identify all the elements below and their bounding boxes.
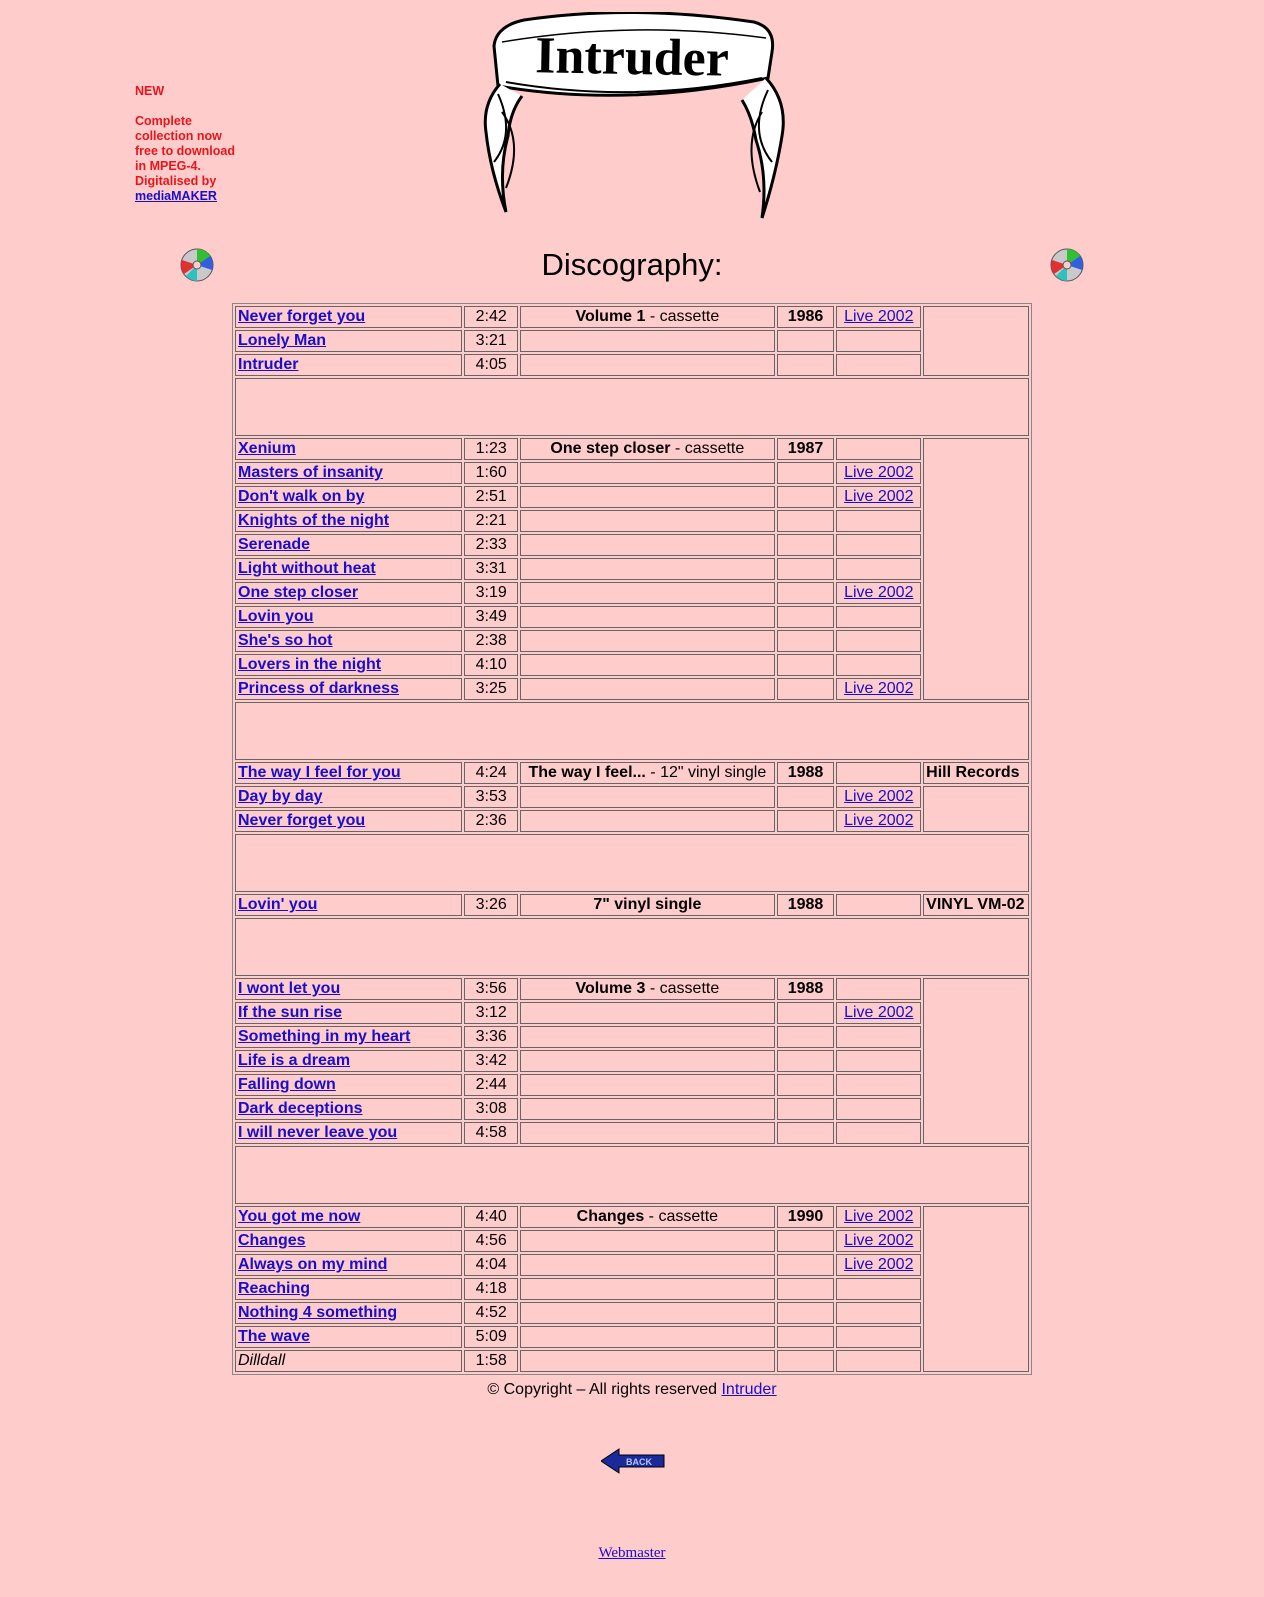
track-duration: 1:60 xyxy=(464,462,518,484)
live-cell xyxy=(836,1350,921,1372)
track-link[interactable]: Lovers in the night xyxy=(238,656,382,673)
album-format: - cassette xyxy=(645,308,720,325)
album-name: 7" vinyl single xyxy=(593,896,702,913)
release-year xyxy=(777,582,835,604)
album-name: Volume 3 xyxy=(575,980,646,997)
track-duration: 3:56 xyxy=(464,978,518,1000)
track-link[interactable]: Never forget you xyxy=(238,812,366,829)
live-cell xyxy=(836,1278,921,1300)
live-cell xyxy=(836,1206,921,1228)
album-cell xyxy=(520,1002,775,1024)
record-label xyxy=(923,438,1029,700)
release-year xyxy=(777,1254,835,1276)
track-duration: 3:31 xyxy=(464,558,518,580)
track-title-cell xyxy=(235,1206,462,1228)
album-cell xyxy=(520,354,775,376)
track-title-cell xyxy=(235,1278,462,1300)
track-duration: 3:25 xyxy=(464,678,518,700)
live-cell xyxy=(836,438,921,460)
table-row xyxy=(235,1098,1029,1120)
track-duration: 2:36 xyxy=(464,810,518,832)
live-cell xyxy=(836,1302,921,1324)
album-cell xyxy=(520,1098,775,1120)
live-cell xyxy=(836,978,921,1000)
album-cell xyxy=(520,534,775,556)
album-cell xyxy=(520,1278,775,1300)
table-row xyxy=(235,582,1029,604)
back-label: BACK xyxy=(626,1457,652,1467)
live-cell xyxy=(836,654,921,676)
track-link[interactable]: Day by day xyxy=(238,788,323,805)
table-row xyxy=(235,1326,1029,1348)
spacer-cell xyxy=(235,378,1029,436)
track-link[interactable]: Dark deceptions xyxy=(238,1100,363,1117)
track-title-cell xyxy=(235,486,462,508)
release-year xyxy=(777,486,835,508)
track-title-cell xyxy=(235,654,462,676)
table-row xyxy=(235,1350,1029,1372)
album-cell xyxy=(520,630,775,652)
news-line: Digitalised by xyxy=(135,174,217,188)
table-row xyxy=(235,678,1029,700)
track-link[interactable]: Intruder xyxy=(238,356,299,373)
track-duration: 3:08 xyxy=(464,1098,518,1120)
news-line: Complete xyxy=(135,114,192,128)
track-title: Dilldall xyxy=(238,1352,286,1369)
page-title: Discography: xyxy=(541,247,723,282)
table-row xyxy=(235,762,1029,784)
spacer-row xyxy=(235,702,1029,760)
track-title-cell xyxy=(235,1326,462,1348)
table-row xyxy=(235,354,1029,376)
live-2002-link[interactable]: Live 2002 xyxy=(844,680,914,697)
live-cell xyxy=(836,1254,921,1276)
table-row xyxy=(235,1122,1029,1144)
track-title-cell xyxy=(235,354,462,376)
album-cell xyxy=(520,1350,775,1372)
album-cell xyxy=(520,1050,775,1072)
track-link[interactable]: I wont let you xyxy=(238,980,341,997)
track-title-cell xyxy=(235,438,462,460)
album-name: The way I feel... xyxy=(528,764,646,781)
spacer-cell xyxy=(235,1146,1029,1204)
album-format: - cassette xyxy=(644,1208,719,1225)
track-title-cell xyxy=(235,534,462,556)
track-title-cell xyxy=(235,630,462,652)
release-year xyxy=(777,1002,835,1024)
release-year xyxy=(777,354,835,376)
release-year xyxy=(777,1278,835,1300)
release-year xyxy=(777,1350,835,1372)
live-cell xyxy=(836,786,921,808)
track-link[interactable]: Falling down xyxy=(238,1076,336,1093)
track-link[interactable]: Lonely Man xyxy=(238,332,327,349)
album-cell xyxy=(520,558,775,580)
live-2002-link[interactable]: Live 2002 xyxy=(844,584,914,601)
release-year xyxy=(777,1122,835,1144)
track-duration: 2:33 xyxy=(464,534,518,556)
table-row xyxy=(235,462,1029,484)
track-title-cell xyxy=(235,558,462,580)
track-link[interactable]: Xenium xyxy=(238,440,296,457)
album-cell xyxy=(520,1074,775,1096)
track-duration: 2:51 xyxy=(464,486,518,508)
track-duration: 1:58 xyxy=(464,1350,518,1372)
track-title-cell xyxy=(235,786,462,808)
back-button[interactable] xyxy=(601,1448,665,1474)
live-2002-link[interactable]: Live 2002 xyxy=(844,464,914,481)
table-row xyxy=(235,1002,1029,1024)
live-cell xyxy=(836,534,921,556)
release-year xyxy=(777,534,835,556)
track-duration: 3:53 xyxy=(464,786,518,808)
album-cell xyxy=(520,1254,775,1276)
album-cell xyxy=(520,462,775,484)
track-link[interactable]: Princess of darkness xyxy=(238,680,399,697)
track-duration: 3:26 xyxy=(464,894,518,916)
album-cell xyxy=(520,330,775,352)
release-year xyxy=(777,654,835,676)
track-title-cell xyxy=(235,1122,462,1144)
table-row xyxy=(235,1206,1029,1228)
release-year xyxy=(777,510,835,532)
spacer-row xyxy=(235,918,1029,976)
track-link[interactable]: One step closer xyxy=(238,584,359,601)
live-cell xyxy=(836,330,921,352)
live-cell xyxy=(836,1122,921,1144)
discography-table xyxy=(232,303,1032,1375)
news-notice xyxy=(135,84,255,204)
release-year xyxy=(777,330,835,352)
track-link[interactable]: The wave xyxy=(238,1328,311,1345)
track-link[interactable]: Changes xyxy=(238,1232,306,1249)
release-year xyxy=(777,1302,835,1324)
track-link[interactable]: She's so hot xyxy=(238,632,333,649)
album-cell xyxy=(520,486,775,508)
album-cell xyxy=(520,1302,775,1324)
track-link[interactable]: Something in my heart xyxy=(238,1028,411,1045)
track-title-cell xyxy=(235,1254,462,1276)
album-cell xyxy=(520,582,775,604)
copyright-notice xyxy=(0,1381,1264,1399)
live-2002-link[interactable]: Live 2002 xyxy=(844,488,914,505)
release-year xyxy=(777,630,835,652)
spacer-cell xyxy=(235,702,1029,760)
album-name: One step closer xyxy=(550,440,671,457)
track-duration: 4:24 xyxy=(464,762,518,784)
release-year xyxy=(777,786,835,808)
table-row xyxy=(235,810,1029,832)
track-title-cell xyxy=(235,1350,462,1372)
release-year: 1988 xyxy=(777,978,835,1000)
table-row xyxy=(235,558,1029,580)
live-cell xyxy=(836,306,921,328)
track-title-cell xyxy=(235,330,462,352)
album-format: - 12" vinyl single xyxy=(645,764,767,781)
table-row xyxy=(235,978,1029,1000)
webmaster-link[interactable]: Webmaster xyxy=(598,1545,666,1561)
track-duration: 4:58 xyxy=(464,1122,518,1144)
track-duration: 4:18 xyxy=(464,1278,518,1300)
track-duration: 2:21 xyxy=(464,510,518,532)
track-title-cell xyxy=(235,1230,462,1252)
live-cell xyxy=(836,354,921,376)
release-year xyxy=(777,1326,835,1348)
live-2002-link[interactable]: Live 2002 xyxy=(844,1256,914,1273)
table-row xyxy=(235,330,1029,352)
live-2002-link[interactable]: Live 2002 xyxy=(844,1004,914,1021)
album-format: - cassette xyxy=(670,440,745,457)
track-title-cell xyxy=(235,1302,462,1324)
table-row xyxy=(235,1278,1029,1300)
release-year xyxy=(777,1050,835,1072)
track-duration: 2:42 xyxy=(464,306,518,328)
track-title-cell xyxy=(235,678,462,700)
track-title-cell xyxy=(235,1074,462,1096)
track-link[interactable]: Knights of the night xyxy=(238,512,390,529)
intruder-link[interactable]: Intruder xyxy=(721,1381,777,1398)
track-link[interactable]: If the sun rise xyxy=(238,1004,343,1021)
album-cell xyxy=(520,786,775,808)
track-title-cell xyxy=(235,606,462,628)
album-cell xyxy=(520,978,775,1000)
record-label xyxy=(923,786,1029,832)
release-year xyxy=(777,1098,835,1120)
track-duration: 1:23 xyxy=(464,438,518,460)
release-year xyxy=(777,678,835,700)
album-cell xyxy=(520,762,775,784)
track-link[interactable]: Serenade xyxy=(238,536,311,553)
record-label xyxy=(923,306,1029,376)
release-year xyxy=(777,1026,835,1048)
live-cell xyxy=(836,810,921,832)
album-cell xyxy=(520,510,775,532)
mediamaker-link[interactable]: mediaMAKER xyxy=(135,189,217,203)
track-title-cell xyxy=(235,978,462,1000)
track-duration: 3:21 xyxy=(464,330,518,352)
album-cell xyxy=(520,678,775,700)
album-name: Changes xyxy=(576,1208,645,1225)
track-duration: 4:04 xyxy=(464,1254,518,1276)
track-link[interactable]: Don't walk on by xyxy=(238,488,365,505)
release-year: 1987 xyxy=(777,438,835,460)
live-cell xyxy=(836,678,921,700)
table-row xyxy=(235,306,1029,328)
track-duration: 3:42 xyxy=(464,1050,518,1072)
table-row xyxy=(235,1254,1029,1276)
album-cell xyxy=(520,1326,775,1348)
track-duration: 3:36 xyxy=(464,1026,518,1048)
news-badge: NEW xyxy=(135,84,165,98)
track-title-cell xyxy=(235,510,462,532)
record-label xyxy=(923,978,1029,1144)
release-year: 1988 xyxy=(777,894,835,916)
record-label: VINYL VM-02 xyxy=(923,894,1029,916)
track-title-cell xyxy=(235,1098,462,1120)
live-cell xyxy=(836,894,921,916)
track-link[interactable]: Life is a dream xyxy=(238,1052,351,1069)
release-year xyxy=(777,606,835,628)
live-2002-link[interactable]: Live 2002 xyxy=(844,812,914,829)
record-label: Hill Records xyxy=(923,762,1029,784)
live-2002-link[interactable]: Live 2002 xyxy=(844,1232,914,1249)
footer xyxy=(0,1545,1264,1562)
track-title-cell xyxy=(235,1026,462,1048)
table-row xyxy=(235,630,1029,652)
track-link[interactable]: Never forget you xyxy=(238,308,366,325)
table-row xyxy=(235,654,1029,676)
track-duration: 3:49 xyxy=(464,606,518,628)
track-duration: 2:44 xyxy=(464,1074,518,1096)
track-link[interactable]: Always on my mind xyxy=(238,1256,388,1273)
track-title-cell xyxy=(235,762,462,784)
album-cell xyxy=(520,1026,775,1048)
album-cell xyxy=(520,306,775,328)
live-2002-link[interactable]: Live 2002 xyxy=(844,1208,914,1225)
table-row xyxy=(235,534,1029,556)
spacer-row xyxy=(235,834,1029,892)
track-title-cell xyxy=(235,810,462,832)
table-row xyxy=(235,1074,1029,1096)
intruder-banner-logo xyxy=(476,12,790,224)
table-row xyxy=(235,1302,1029,1324)
news-line: collection now xyxy=(135,129,222,143)
news-line: in MPEG-4. xyxy=(135,159,201,173)
release-year: 1988 xyxy=(777,762,835,784)
track-link[interactable]: Reaching xyxy=(238,1280,311,1297)
track-link[interactable]: The way I feel for you xyxy=(238,764,401,781)
live-cell xyxy=(836,510,921,532)
logo-text: Intruder xyxy=(534,27,730,88)
live-cell xyxy=(836,762,921,784)
live-cell xyxy=(836,462,921,484)
track-duration: 4:10 xyxy=(464,654,518,676)
copyright-text: © Copyright – All rights reserved xyxy=(487,1381,722,1398)
track-duration: 3:19 xyxy=(464,582,518,604)
live-cell xyxy=(836,630,921,652)
album-format: - cassette xyxy=(645,980,720,997)
news-line: free to download xyxy=(135,144,235,158)
table-row xyxy=(235,1230,1029,1252)
track-link[interactable]: Masters of insanity xyxy=(238,464,383,481)
track-link[interactable]: I will never leave you xyxy=(238,1124,398,1141)
spacer-cell xyxy=(235,834,1029,892)
live-cell xyxy=(836,1230,921,1252)
track-duration: 4:40 xyxy=(464,1206,518,1228)
table-row xyxy=(235,1026,1029,1048)
table-row xyxy=(235,438,1029,460)
live-cell xyxy=(836,582,921,604)
live-cell xyxy=(836,1002,921,1024)
release-year xyxy=(777,558,835,580)
spacer-row xyxy=(235,1146,1029,1204)
release-year xyxy=(777,1074,835,1096)
album-cell xyxy=(520,654,775,676)
track-link[interactable]: Light without heat xyxy=(238,560,376,577)
live-cell xyxy=(836,606,921,628)
table-row xyxy=(235,510,1029,532)
live-cell xyxy=(836,558,921,580)
live-cell xyxy=(836,1026,921,1048)
track-duration: 4:52 xyxy=(464,1302,518,1324)
track-title-cell xyxy=(235,582,462,604)
track-duration: 3:12 xyxy=(464,1002,518,1024)
live-cell xyxy=(836,1098,921,1120)
album-cell xyxy=(520,1122,775,1144)
track-link[interactable]: Lovin you xyxy=(238,608,314,625)
table-row xyxy=(235,786,1029,808)
track-title-cell xyxy=(235,306,462,328)
track-link[interactable]: Nothing 4 something xyxy=(238,1304,398,1321)
track-duration: 5:09 xyxy=(464,1326,518,1348)
album-cell xyxy=(520,1230,775,1252)
table-row xyxy=(235,894,1029,916)
track-duration: 4:05 xyxy=(464,354,518,376)
release-year xyxy=(777,810,835,832)
record-label xyxy=(923,1206,1029,1372)
track-title-cell xyxy=(235,1002,462,1024)
album-cell xyxy=(520,438,775,460)
live-2002-link[interactable]: Live 2002 xyxy=(844,788,914,805)
spacer-cell xyxy=(235,918,1029,976)
album-cell xyxy=(520,1206,775,1228)
table-row xyxy=(235,486,1029,508)
track-title-cell xyxy=(235,894,462,916)
track-link[interactable]: You got me now xyxy=(238,1208,361,1225)
album-name: Volume 1 xyxy=(575,308,646,325)
spacer-row xyxy=(235,378,1029,436)
live-cell xyxy=(836,1074,921,1096)
live-2002-link[interactable]: Live 2002 xyxy=(844,308,914,325)
table-row xyxy=(235,606,1029,628)
album-cell xyxy=(520,810,775,832)
release-year xyxy=(777,1230,835,1252)
track-duration: 4:56 xyxy=(464,1230,518,1252)
release-year: 1986 xyxy=(777,306,835,328)
album-cell xyxy=(520,606,775,628)
album-cell xyxy=(520,894,775,916)
release-year xyxy=(777,462,835,484)
live-cell xyxy=(836,1050,921,1072)
live-cell xyxy=(836,1326,921,1348)
track-link[interactable]: Lovin' you xyxy=(238,896,318,913)
track-title-cell xyxy=(235,462,462,484)
back-arrow-icon xyxy=(601,1448,665,1474)
live-cell xyxy=(836,486,921,508)
track-duration: 2:38 xyxy=(464,630,518,652)
track-title-cell xyxy=(235,1050,462,1072)
release-year: 1990 xyxy=(777,1206,835,1228)
table-row xyxy=(235,1050,1029,1072)
